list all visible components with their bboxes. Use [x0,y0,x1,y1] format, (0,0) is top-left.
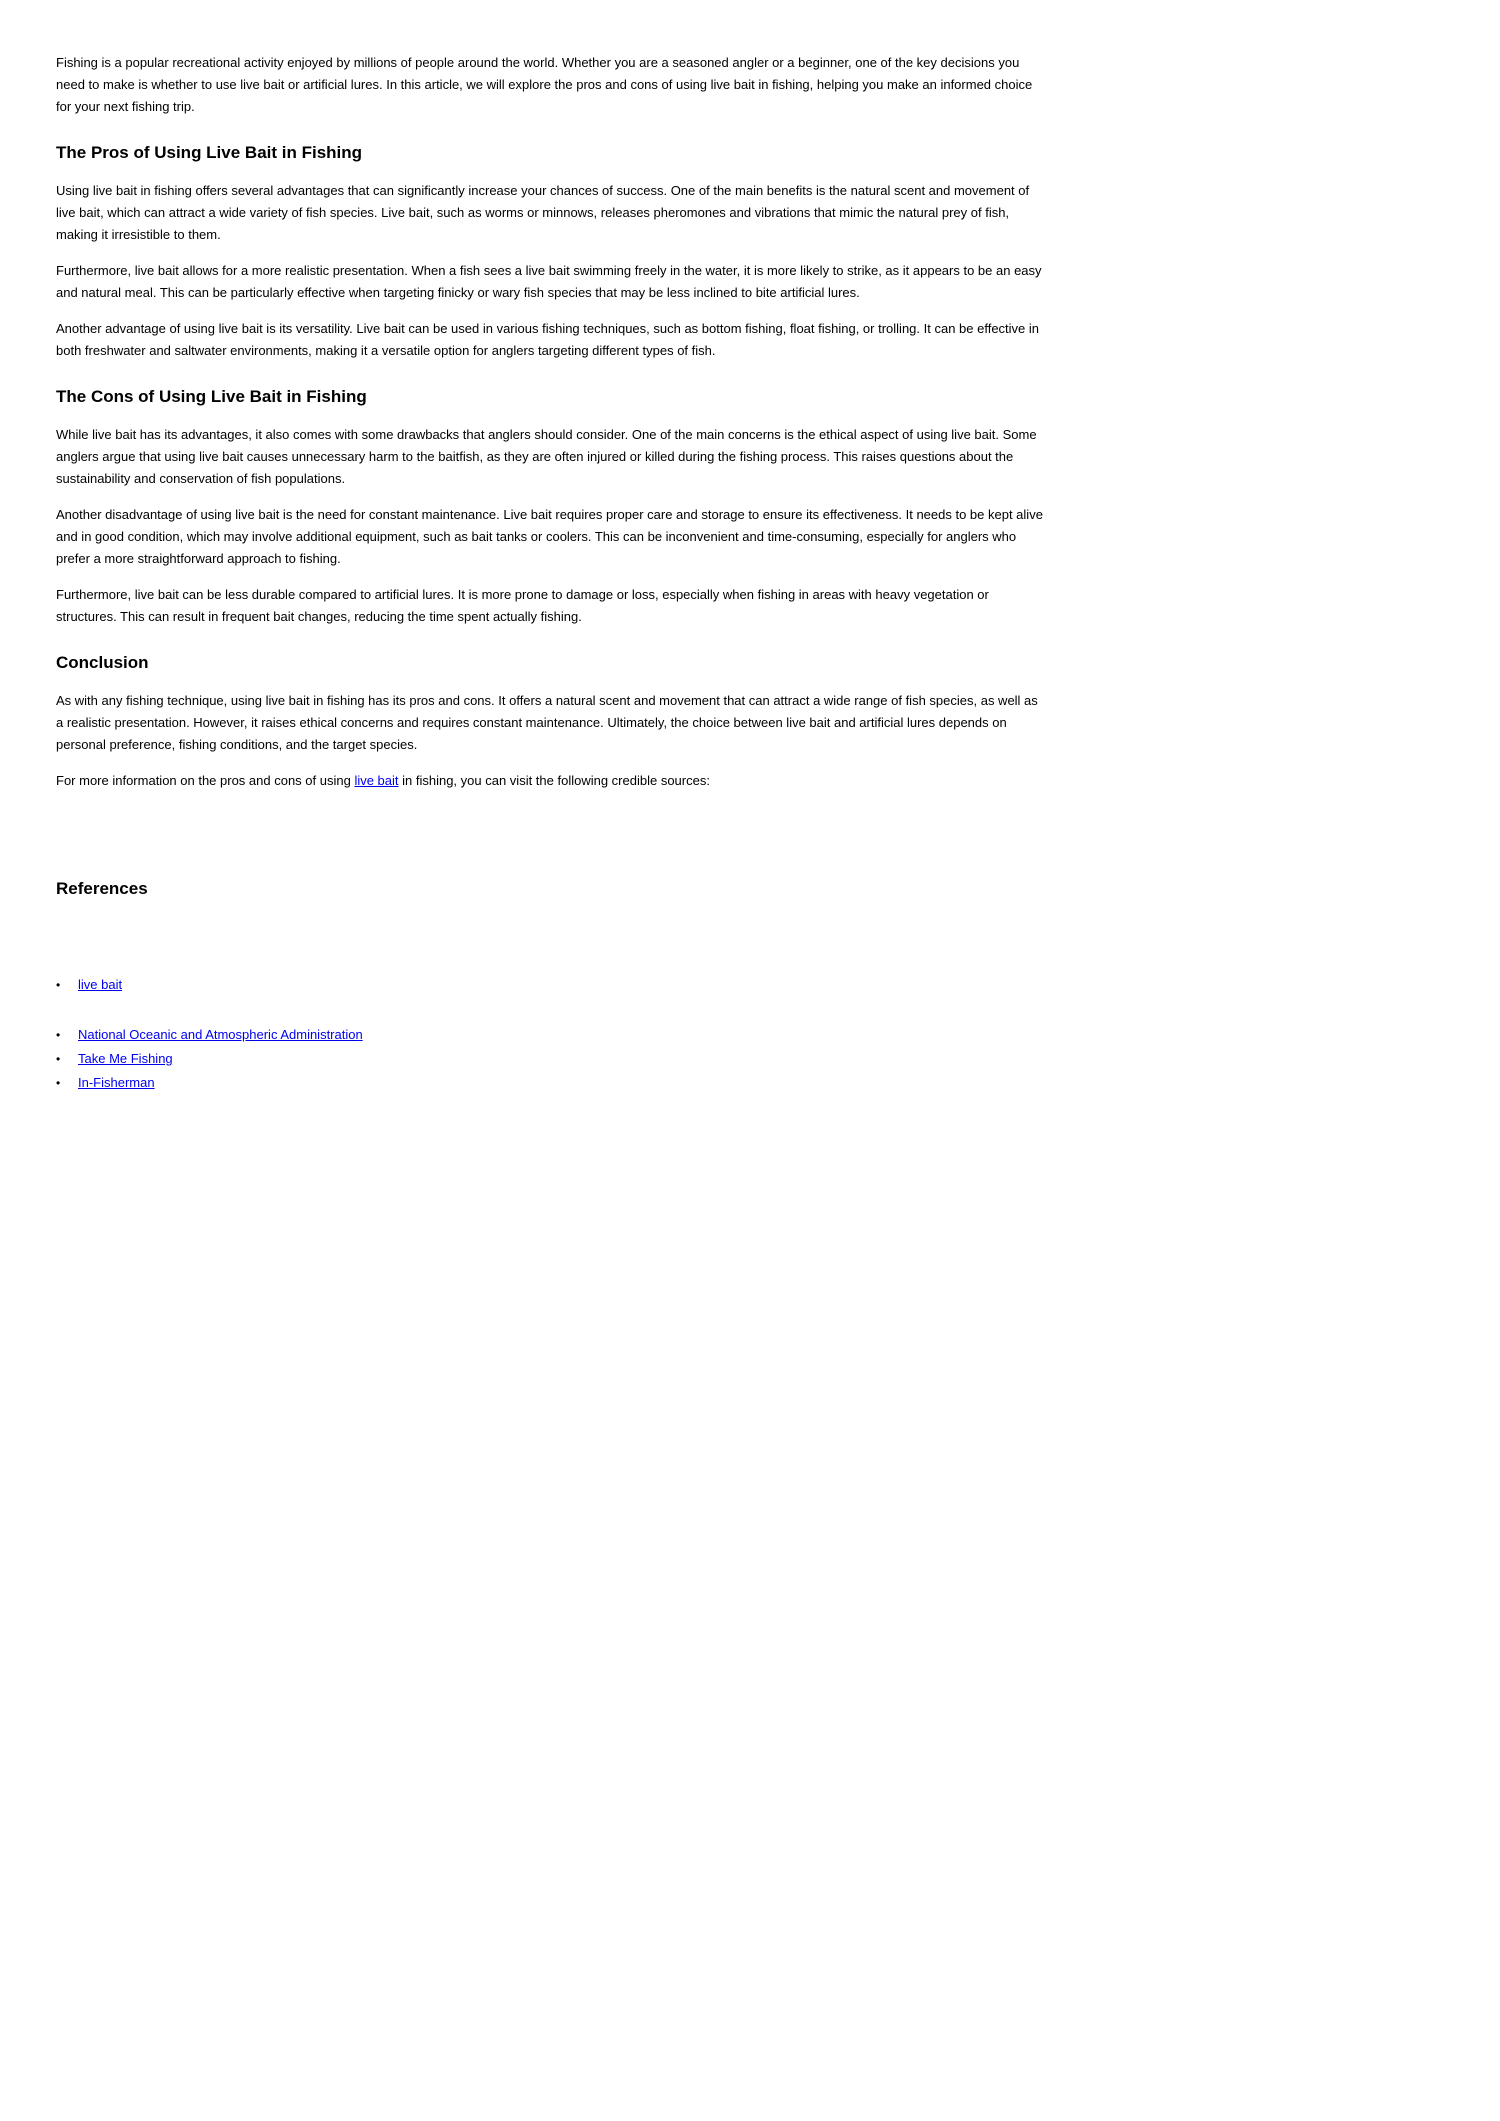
pros-paragraph-1: Using live bait in fishing offers several advantages that can significantly increase your chances of success. One of the main benefits is the natural scent and movement of live bait, which can attract a wide variety of fish species. Live bait, such as worms or minnows, releases pheromones and vibrations that mimic the natural prey of fish, making it irresistible to them. [56,183,1030,242]
more-info-text-before: For more information on the pros and cons of using [56,773,355,788]
bullet-icon: • [56,1028,61,1042]
more-info-text-after: in fishing, you can visit the following credible sources: [398,773,710,788]
conclusion-paragraph: As with any fishing technique, using live bait in fishing has its pros and cons. It offers a natural scent and movement that can attract a wide range of fish species, as well as a realistic presentation. However, it raises ethical concerns and requires constant maintenance. Ultimately, the choice between live bait and artificial lures depends on personal preference, fishing conditions, and the target species. [56,693,1038,752]
more-info-paragraph [56,770,1048,792]
reference-link-take-me-fishing[interactable]: Take Me Fishing [78,1051,173,1066]
list-item [56,1024,1048,1046]
cons-paragraph-3: Furthermore, live bait can be less durable compared to artificial lures. It is more prone to damage or loss, especially when fishing in areas with heavy vegetation or structures. This can result in frequent bait changes, reducing the time spent actually fishing. [56,587,989,624]
bullet-icon: • [56,1076,61,1090]
bullet-icon: • [56,978,61,992]
list-item [56,1072,1048,1094]
pros-paragraph-2: Furthermore, live bait allows for a more realistic presentation. When a fish sees a live bait swimming freely in the water, it is more likely to strike, as it appears to be an easy and natural meal. This can be particularly effective when targeting finicky or wary fish species that may be less inclined to bite artificial lures. [56,263,1042,300]
cons-paragraph-1: While live bait has its advantages, it also comes with some drawbacks that anglers should consider. One of the main concerns is the ethical aspect of using live bait. Some anglers argue that using live bait causes unnecessary harm to the baitfish, as they are often injured or killed during the fishing process. This raises questions about the sustainability and conservation of fish populations. [56,427,1037,486]
cons-paragraph-2: Another disadvantage of using live bait is the need for constant maintenance. Live bait requires proper care and storage to ensure its effectiveness. It needs to be kept alive and in good condition, which may involve additional equipment, such as bait tanks or coolers. This can be inconvenient and time-consuming, especially for anglers who prefer a more straightforward approach to fishing. [56,507,1043,566]
list-item [56,974,1048,996]
reference-link-live-bait[interactable]: live bait [78,977,123,992]
pros-heading: The Pros of Using Live Bait in Fishing [56,143,363,162]
list-item [56,1048,1048,1070]
references-sources-list [56,1024,1048,1094]
conclusion-heading: Conclusion [56,653,149,672]
article-content [56,52,1048,1094]
references-primary-list [56,974,1048,996]
reference-link-noaa[interactable]: National Oceanic and Atmospheric Administration [78,1027,363,1042]
live-bait-inline-link[interactable]: live bait [354,773,399,788]
intro-paragraph: Fishing is a popular recreational activity enjoyed by millions of people around the world. Whether you are a seasoned angler or a beginner, one of the key decisions you need to make is whether to use live bait or artificial lures. In this article, we will explore the pros and cons of using live bait in fishing, helping you make an informed choice for your next fishing trip. [56,55,1033,114]
cons-heading: The Cons of Using Live Bait in Fishing [56,387,367,406]
references-heading: References [56,879,148,898]
reference-link-in-fisherman[interactable]: In-Fisherman [78,1075,155,1090]
bullet-icon: • [56,1052,61,1066]
pros-paragraph-3: Another advantage of using live bait is its versatility. Live bait can be used in various fishing techniques, such as bottom fishing, float fishing, or trolling. It can be effective in both freshwater and saltwater environments, making it a versatile option for anglers targeting different types of fish. [56,321,1040,358]
